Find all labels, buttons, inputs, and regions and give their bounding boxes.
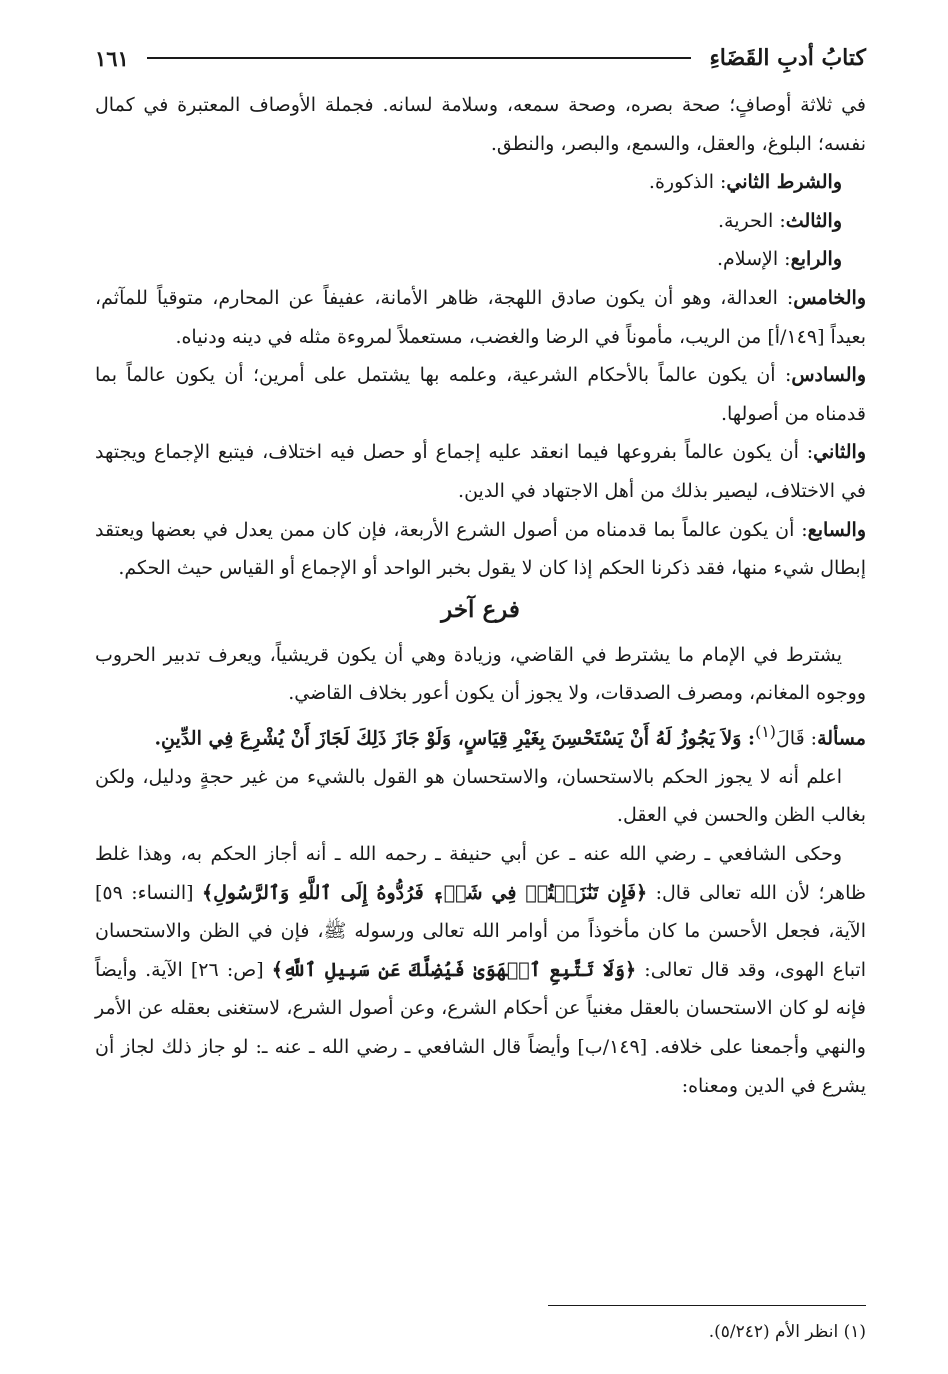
main-text — [95, 86, 866, 1105]
paragraph-imam: يشترط في الإمام ما يشترط في القاضي، وزيادة وهي أن يكون قريشياً، ويعرف تدبير الحروب ووجوه المغانم، ومصرف الصدقات، ولا يجوز أن يكون أعور بخلاف القاضي. — [95, 643, 866, 705]
paragraph-text: : الحرية. — [718, 209, 786, 232]
paragraph-masala — [95, 713, 866, 758]
paragraph-text: [ص: ٢٦] الآية. وأيضاً فإنه لو كان الاستحسان بالعقل مغنياً عن أحكام الشرع، وعن أصول الشرع، لاستغنى بعقله عن الأمر والنهي وأجمعنا على خلافه. [١٤٩/ب] وأيضاً قال الشافعي ـ رضي الله ـ عنه ـ: لو جاز ذلك لجاز أن يشرع في الدين ومعناه: — [95, 958, 866, 1097]
quran-verse: ﴿فَإِن تَنَٰزَعۡتُمۡ فِي شَيۡءٖ فَرُدُّوهُ إِلَى ٱللَّهِ وَٱلرَّسُولِ﴾ — [201, 881, 648, 904]
paragraph-text: وحكى الشافعي ـ رضي الله عنه ـ عن أبي حنيفة ـ رحمه الله ـ أنه أجاز الحكم به، وهذا غلط ظاهر؛ لأن الله تعالى قال: — [95, 843, 866, 904]
paragraph-lead: والسابع — [807, 518, 866, 541]
paragraph-condition-7 — [95, 511, 866, 588]
paragraph-lead: والثالث — [785, 209, 842, 232]
paragraph-lead: والرابع — [790, 248, 842, 271]
paragraph-text: [النساء: ٥٩] الآية، فجعل الأحسن ما كان مأخوذاً من أوامر الله تعالى ورسوله ﷺ، فإن في الظن والاستحسان اتباع الهوى، وقد قال تعالى: — [95, 881, 867, 981]
paragraph-shafii — [95, 835, 866, 1105]
book-title: كتابُ أدبِ القَضَاءِ — [709, 45, 866, 71]
paragraph-lead: والسادس — [791, 364, 866, 387]
paragraph-lead: والثاني — [813, 441, 866, 464]
header-rule — [147, 57, 692, 59]
footnote: (١) انظر الأم (٥/٢٤٢). — [708, 1322, 866, 1342]
paragraph-condition-2 — [95, 163, 866, 202]
paragraph-istihsan: اعلم أنه لا يجوز الحكم بالاستحسان، والاستحسان هو القول بالشيء من غير حجةٍ ودليل، ولكن بغالب الظن والحسن في العقل. — [95, 765, 866, 827]
paragraph-text: : العدالة، وهو أن يكون صادق اللهجة، ظاهر الأمانة، عفيفاً عن المحارم، متوقياً للمآثم، بعيداً [١٤٩/أ] من الريب، مأموناً في الرضا والغضب، مستعملاً لمروءة مثله في دينه ودنياه. — [95, 286, 866, 348]
paragraph-lead: مسألة — [817, 727, 866, 750]
quran-verse: ﴿وَلَا تَتَّبِعِ ٱلۡهَوَىٰ فَيُضِلَّكَ عَن سَبِيلِ ٱللَّهِ﴾ — [271, 958, 637, 981]
paragraph-text: : أن يكون عالماً بفروعها فيما انعقد عليه إجماع أو حصل فيه اختلاف، فيتبع الإجماع ويجتهد في الاختلاف، ليصير بذلك من أهل الاجتهاد في الدين. — [95, 441, 866, 502]
footnote-separator — [548, 1305, 866, 1306]
paragraph-condition-4 — [95, 240, 866, 279]
paragraph-condition-3 — [95, 202, 866, 241]
paragraph-condition-6 — [95, 356, 866, 433]
section-heading: فرع آخر — [441, 595, 520, 623]
paragraph-text: : أن يكون عالماً بما قدمناه من أصول الشرع الأربعة، فإن كان ممن يعدل في بعضها ويعتقد إبطال شيء منها، فقد ذكرنا الحكم إذا كان لا يقول بخبر الواحد أو الإجماع أو القياس حيث الحكم. — [95, 518, 866, 580]
footnote-marker: (١) — [755, 721, 776, 741]
running-header — [95, 38, 866, 78]
paragraph-text: : قَالَ — [775, 727, 818, 750]
paragraph-lead: والخامس — [793, 286, 866, 309]
matn-text: : وَلاَ يَجُوزُ لَهُ أَنْ يَسْتَحْسِنَ بِغَيْرِ قِيَاسٍ، وَلَوْ جَازَ ذَلِكَ لَجَازَ أَنْ يُشْرِعَ فِي الدِّينِ. — [154, 727, 756, 750]
paragraph-1: في ثلاثة أوصافٍ؛ صحة بصره، وصحة سمعه، وسلامة لسانه. فجملة الأوصاف المعتبرة في كمال نفسه؛ البلوغ، والعقل، والسمع، والبصر، والنطق. — [95, 94, 866, 155]
page-number: ١٦١ — [95, 45, 129, 71]
paragraph-condition-5 — [95, 279, 866, 356]
paragraph-text: : الذكورة. — [648, 171, 727, 194]
paragraph-second-matter — [95, 433, 866, 510]
paragraph-lead: والشرط الثاني — [726, 171, 842, 194]
paragraph-text: : أن يكون عالماً بالأحكام الشرعية، وعلمه بها يشتمل على أمرين؛ أن يكون عالماً بما قدمناه من أصولها. — [95, 364, 866, 425]
paragraph-text: : الإسلام. — [716, 248, 791, 271]
